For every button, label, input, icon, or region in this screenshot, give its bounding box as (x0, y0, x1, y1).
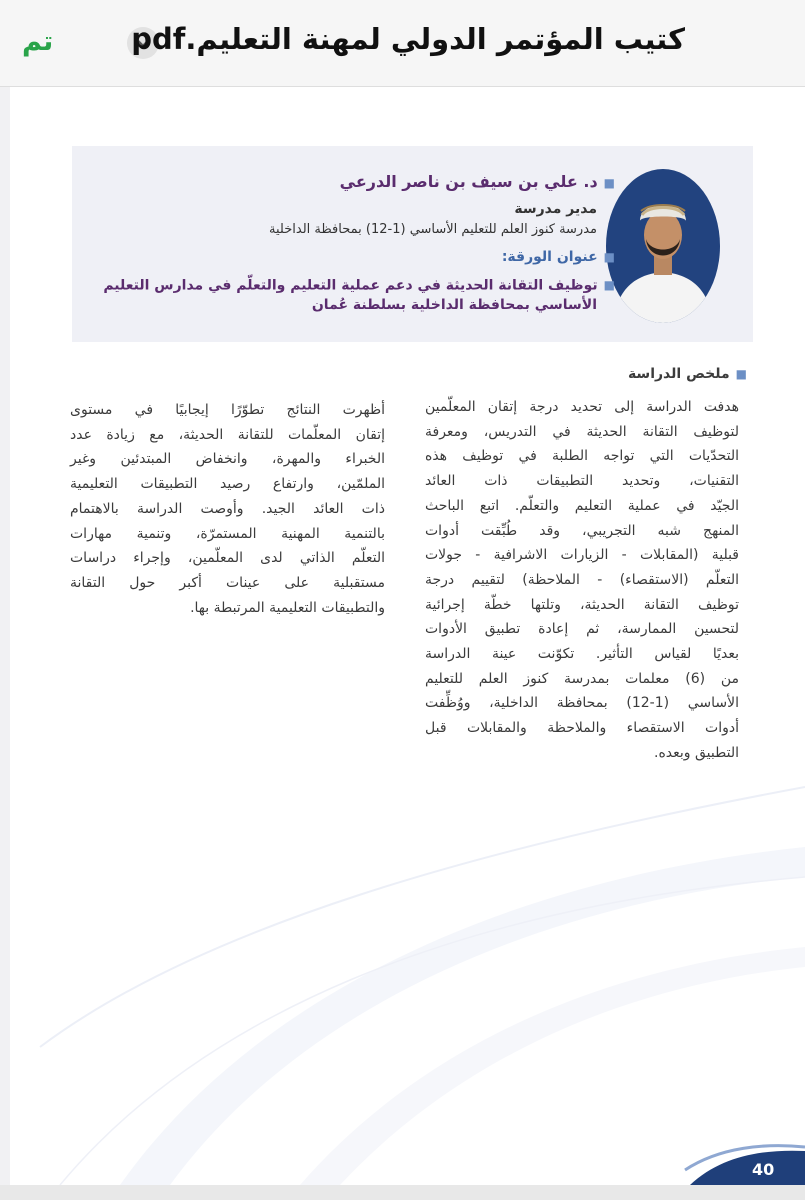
bullet-icon: ■ (603, 278, 615, 292)
abstract-line: بعديًا لقياس التأثير. تكوّنت عينة الدراسة (425, 646, 739, 663)
abstract-column-left (70, 398, 385, 620)
abstract-line: الجيّد في عملية التعليم والتعلّم. اتبع الباحث (425, 497, 739, 514)
abstract-line: أظهرت النتائج تطوّرًا إيجابيًا في مستوى (70, 402, 385, 418)
paper-title-line1: توظيف التقانة الحديثة في دعم عملية التعليم والتعلّم في مدارس التعليم (103, 277, 598, 294)
abstract-line: لتوظيف التقانة الحديثة في التدريس، ومعرفة (425, 423, 739, 440)
paper-title (95, 276, 615, 315)
viewer-toolbar (0, 0, 805, 87)
abstract-line: من (6) معلمات بمدرسة كنوز العلم للتعليم (425, 670, 739, 687)
abstract-line: التعلّم الذاتي لدى المعلّمين، وإجراء دراسات (70, 550, 385, 567)
abstract-line: إتقان المعلّمات للتقانة الحديثة، مع زيادة عدد (70, 426, 385, 443)
abstract-line: بالتنمية المهنية المستمرّة، وتنمية مهارات (70, 525, 385, 542)
abstract-line: الخبراء والمهرة، وانخفاض المبتدئين وغير (70, 451, 385, 468)
abstract-heading (628, 366, 747, 382)
abstract-line: التعلّم (الاستقصاء) - الملاحظة) لتقييم درجة (425, 571, 739, 588)
abstract-line: ذات العائد الجيد. وأوصت الدراسة بالاهتمام (70, 500, 385, 517)
abstract-line: أدوات الاستقصاء والملاحظة والمقابلات قبل (425, 720, 739, 737)
abstract-heading-text: ملخص الدراسة (627, 366, 730, 382)
bullet-icon: ■ (603, 175, 615, 190)
paper-label: عنوان الورقة: (501, 249, 598, 265)
abstract-line: توظيف التقانة الحديثة، وتلتها خطّة إجرائية (425, 596, 739, 613)
author-school: مدرسة كنوز العلم للتعليم الأساسي (1-12) بمحافظة الداخلية (269, 222, 597, 237)
abstract-column-right (425, 395, 739, 766)
bullet-icon: ■ (603, 250, 615, 264)
viewer-bottom-strip (0, 1185, 805, 1200)
bullet-icon: ■ (735, 367, 747, 381)
abstract-line: التطبيق وبعده. (654, 744, 739, 761)
done-button[interactable]: تم (22, 26, 54, 57)
author-role: مدير مدرسة (514, 201, 597, 217)
abstract-line: هدفت الدراسة إلى تحديد درجة إتقان المعلّمين (425, 399, 739, 415)
abstract-line: المنهج شبه التجريبي، وقد طُبِّقت أدوات (425, 522, 739, 539)
abstract-line: الملمّين، وارتفاع رصيد التطبيقات التعليمية (70, 476, 385, 493)
abstract-line: التحدّيات التي تواجه الطلبة في توظيف هذه (425, 448, 739, 465)
author-name: د. علي بن سيف بن ناصر الدرعي (339, 172, 598, 191)
abstract-line: التقنيات، وتحديد التطبيقات ذات العائد (425, 473, 739, 490)
pdf-page[interactable] (0, 87, 805, 1185)
author-info (95, 172, 615, 315)
abstract-line: قبلية (المقابلات - الزيارات الاشرافية - جولات (425, 547, 739, 564)
abstract-line: لتحسين الممارسة، ثم إعادة تطبيق الأدوات (425, 621, 739, 638)
author-name-line (95, 172, 615, 191)
abstract-line: والتطبيقات التعليمية المرتبطة بها. (190, 599, 385, 616)
paper-label-line (95, 249, 615, 265)
abstract-line: الأساسي (1-12) بمحافظة الداخلية، ووُظِّفت (425, 695, 740, 712)
page-number: 40 (752, 1160, 775, 1179)
abstract-line: مستقبلية على عينات أكبر حول التقانة (70, 574, 385, 591)
paper-title-line2: الأساسي بمحافظة الداخلية بسلطنة عُمان (311, 296, 597, 313)
author-portrait (603, 169, 720, 323)
document-title: كتيب المؤتمر الدولي لمهنة التعليم.pdf (131, 22, 685, 56)
